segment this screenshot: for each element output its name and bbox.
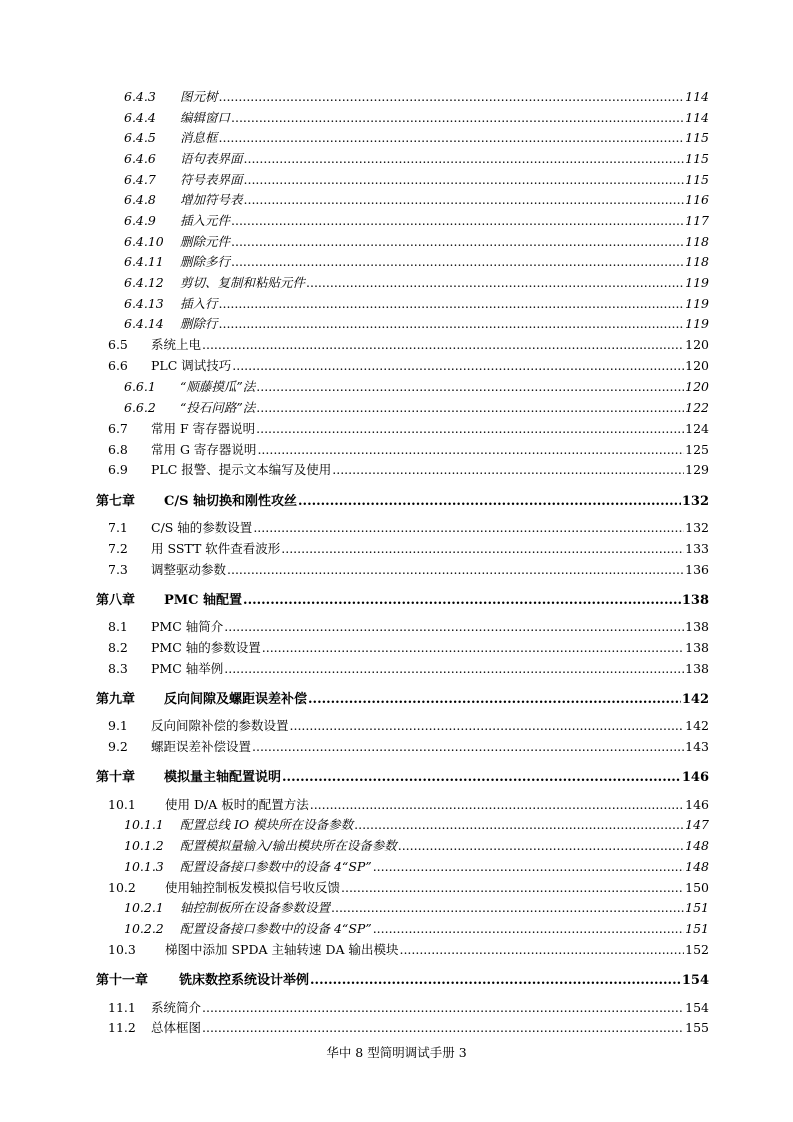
- toc-entry-title: 模拟量主轴配置说明: [164, 770, 282, 785]
- toc-entry[interactable]: [108, 518, 709, 536]
- toc-entry-page: 120: [685, 337, 709, 352]
- toc-entry[interactable]: [108, 716, 709, 734]
- toc-entry-title: 剪切、复制和粘贴元件: [180, 275, 306, 290]
- toc-entry-number: 6.8: [108, 442, 128, 457]
- toc-entry-title: 删除行: [180, 316, 218, 331]
- toc-entry-title: 常用 F 寄存器说明: [151, 421, 256, 436]
- toc-entry-number: 10.1.3: [124, 859, 164, 874]
- dot-leader: [256, 421, 684, 436]
- toc-entry-page: 147: [685, 817, 709, 832]
- toc-entry-number: 8.1: [108, 619, 128, 634]
- toc-entry-number: 10.1: [108, 797, 136, 812]
- dot-leader: [310, 973, 681, 988]
- toc-entry-page: 154: [685, 1000, 709, 1015]
- toc-entry-title: 调整驱动参数: [151, 562, 227, 577]
- toc-entry-number: 6.4.5: [124, 130, 156, 145]
- toc-entry-number: 7.3: [108, 562, 128, 577]
- toc-entry-page: 142: [685, 718, 709, 733]
- toc-entry-number: 9.2: [108, 739, 128, 754]
- toc-chapter-entry[interactable]: [96, 490, 709, 509]
- toc-entry[interactable]: [108, 440, 709, 458]
- toc-entry-number: 6.6.1: [124, 379, 156, 394]
- toc-entry-page: 119: [685, 275, 709, 290]
- toc-entry-number: 7.1: [108, 520, 128, 535]
- toc-entry-number: 10.2.2: [124, 921, 164, 936]
- toc-entry[interactable]: [108, 335, 709, 353]
- toc-entry-title: 使用 D/A 板时的配置方法: [165, 797, 309, 812]
- dot-leader: [354, 817, 684, 832]
- toc-entry-page: 116: [685, 192, 709, 207]
- toc-entry-number: 11.1: [108, 1000, 136, 1015]
- toc-entry[interactable]: [124, 398, 709, 416]
- toc-entry-title: C/S 轴的参数设置: [151, 520, 253, 535]
- toc-entry-title: “顺藤摸瓜”法: [180, 379, 256, 394]
- dot-leader: [244, 151, 685, 166]
- dot-leader: [219, 89, 685, 104]
- toc-entry-number: 第十章: [96, 770, 136, 785]
- dot-leader: [244, 172, 685, 187]
- toc-entry-number: 6.4.3: [124, 89, 156, 104]
- toc-entry-number: 第九章: [96, 692, 136, 707]
- toc-entry-number: 6.4.14: [124, 316, 164, 331]
- toc-entry[interactable]: [108, 539, 709, 557]
- toc-entry-number: 6.9: [108, 462, 128, 477]
- dot-leader: [244, 192, 685, 207]
- toc-entry[interactable]: [108, 356, 709, 374]
- toc-entry[interactable]: [124, 170, 709, 188]
- toc-chapter-entry[interactable]: [96, 589, 709, 608]
- toc-entry[interactable]: [124, 919, 709, 937]
- toc-entry-title: 系统上电: [151, 337, 202, 352]
- toc-entry-page: 146: [685, 797, 709, 812]
- dot-leader: [282, 770, 681, 785]
- toc-entry-title: 使用轴控制板发模拟信号收反馈: [165, 880, 341, 895]
- toc-entry[interactable]: [108, 1018, 709, 1036]
- toc-entry-page: 117: [685, 213, 709, 228]
- toc-entry-title: PMC 轴举例: [151, 661, 224, 676]
- toc-entry-page: 115: [685, 172, 709, 187]
- toc-entry-title: C/S 轴切换和刚性攻丝: [164, 494, 298, 509]
- toc-entry-title: 配置设备接口参数中的设备 4“SP”: [180, 859, 372, 874]
- toc-entry-page: 154: [681, 973, 709, 988]
- dot-leader: [262, 640, 684, 655]
- toc-entry-number: 10.2: [108, 880, 136, 895]
- toc-entry-number: 6.6.2: [124, 400, 156, 415]
- dot-leader: [231, 213, 684, 228]
- toc-entry-number: 10.1.1: [124, 817, 164, 832]
- toc-entry-number: 6.4.6: [124, 151, 156, 166]
- page-footer: 华中 8 型简明调试手册 3: [326, 1045, 467, 1060]
- toc-entry-number: 11.2: [108, 1020, 136, 1035]
- dot-leader: [202, 1000, 684, 1015]
- toc-entry[interactable]: [108, 560, 709, 578]
- toc-entry-number: 6.5: [108, 337, 128, 352]
- toc-entry-title: 总体框图: [151, 1020, 202, 1035]
- dot-leader: [202, 1020, 684, 1035]
- toc-entry-title: 符号表界面: [180, 172, 243, 187]
- toc-entry-title: 螺距误差补偿设置: [151, 739, 252, 754]
- toc-entry[interactable]: [108, 795, 709, 813]
- toc-entry-title: PLC 调试技巧: [151, 358, 232, 373]
- dot-leader: [202, 337, 684, 352]
- dot-leader: [219, 296, 685, 311]
- toc-entry-number: 10.3: [108, 942, 136, 957]
- dot-leader: [331, 900, 684, 915]
- dot-leader: [232, 358, 684, 373]
- toc-entry[interactable]: [124, 149, 709, 167]
- toc-entry[interactable]: [124, 294, 709, 312]
- toc-entry-page: 115: [685, 130, 709, 145]
- toc-entry-number: 6.4.7: [124, 172, 156, 187]
- dot-leader: [253, 520, 684, 535]
- dot-leader: [219, 316, 685, 331]
- dot-leader: [298, 494, 681, 509]
- toc-entry-title: 配置总线 IO 模块所在设备参数: [180, 817, 354, 832]
- toc-entry-number: 6.4.9: [124, 213, 156, 228]
- toc-entry-title: 配置设备接口参数中的设备 4“SP”: [180, 921, 372, 936]
- dot-leader: [231, 254, 684, 269]
- toc-entry[interactable]: [124, 108, 709, 126]
- toc-entry[interactable]: [108, 737, 709, 755]
- toc-entry-page: 138: [685, 661, 709, 676]
- toc-entry-title: 用 SSTT 软件查看波形: [151, 541, 281, 556]
- dot-leader: [310, 797, 684, 812]
- toc-entry-title: 梯图中添加 SPDA 主轴转速 DA 输出模块: [165, 942, 399, 957]
- toc-entry-title: 插入元件: [180, 213, 231, 228]
- toc-entry-page: 115: [685, 151, 709, 166]
- toc-entry-page: 118: [685, 254, 709, 269]
- toc-entry[interactable]: [124, 87, 709, 105]
- dot-leader: [341, 880, 684, 895]
- toc-entry-title: PLC 报警、提示文本编写及使用: [151, 462, 332, 477]
- toc-entry[interactable]: [108, 638, 709, 656]
- toc-entry[interactable]: [108, 998, 709, 1016]
- toc-entry-number: 6.4.10: [124, 234, 164, 249]
- toc-entry[interactable]: [124, 836, 709, 854]
- toc-entry-page: 146: [681, 770, 709, 785]
- toc-entry-page: 120: [685, 358, 709, 373]
- toc-entry-number: 9.1: [108, 718, 128, 733]
- dot-leader: [256, 379, 684, 394]
- toc-entry[interactable]: [108, 659, 709, 677]
- toc-entry-page: 142: [681, 692, 709, 707]
- toc-entry-page: 129: [685, 462, 709, 477]
- toc-entry[interactable]: [108, 460, 709, 478]
- toc-entry[interactable]: [108, 617, 709, 635]
- toc-entry-page: 155: [685, 1020, 709, 1035]
- toc-entry-page: 118: [685, 234, 709, 249]
- toc-chapter-entry[interactable]: [96, 766, 709, 785]
- dot-leader: [398, 838, 684, 853]
- toc-entry[interactable]: [124, 190, 709, 208]
- toc-entry[interactable]: [108, 419, 709, 437]
- toc-entry-number: 6.4.4: [124, 110, 156, 125]
- toc-entry-number: 7.2: [108, 541, 128, 556]
- toc-entry-number: 6.4.12: [124, 275, 164, 290]
- toc-entry-title: 编辑窗口: [180, 110, 231, 125]
- toc-entry-title: 插入行: [180, 296, 218, 311]
- toc-entry-page: 150: [685, 880, 709, 895]
- toc-entry-number: 6.4.13: [124, 296, 164, 311]
- toc-entry-page: 151: [685, 921, 709, 936]
- toc-entry-title: PMC 轴简介: [151, 619, 224, 634]
- dot-leader: [227, 562, 684, 577]
- toc-entry-title: 删除元件: [180, 234, 231, 249]
- toc-entry-title: “投石问路”法: [180, 400, 256, 415]
- toc-entry-page: 132: [681, 494, 709, 509]
- toc-entry-page: 148: [685, 859, 709, 874]
- toc-entry[interactable]: [124, 857, 709, 875]
- toc-entry[interactable]: [124, 815, 709, 833]
- toc-entry-page: 138: [685, 619, 709, 634]
- toc-entry-title: 消息框: [180, 130, 218, 145]
- toc-entry[interactable]: [108, 940, 709, 958]
- dot-leader: [332, 462, 684, 477]
- dot-leader: [306, 275, 684, 290]
- toc-entry-title: 语句表界面: [180, 151, 243, 166]
- toc-entry-number: 第七章: [96, 494, 136, 509]
- toc-entry-page: 114: [685, 110, 709, 125]
- toc-entry-title: 删除多行: [180, 254, 231, 269]
- toc-entry[interactable]: [124, 232, 709, 250]
- dot-leader: [290, 718, 685, 733]
- toc-entry-number: 10.2.1: [124, 900, 164, 915]
- dot-leader: [252, 739, 684, 754]
- dot-leader: [281, 541, 684, 556]
- toc-entry-number: 6.6: [108, 358, 128, 373]
- toc-entry-number: 8.3: [108, 661, 128, 676]
- toc-entry-page: 119: [685, 296, 709, 311]
- toc-entry-page: 119: [685, 316, 709, 331]
- toc-entry[interactable]: [124, 211, 709, 229]
- toc-entry[interactable]: [108, 878, 709, 896]
- toc-entry-title: 增加符号表: [180, 192, 243, 207]
- toc-entry-title: 常用 G 寄存器说明: [151, 442, 257, 457]
- toc-chapter-entry[interactable]: [96, 969, 709, 988]
- toc-entry-page: 124: [685, 421, 709, 436]
- toc-entry-title: 铣床数控系统设计举例: [179, 973, 310, 988]
- toc-entry[interactable]: [124, 252, 709, 270]
- dot-leader: [224, 661, 684, 676]
- toc-entry-page: 114: [685, 89, 709, 104]
- toc-entry-number: 6.4.8: [124, 192, 156, 207]
- toc-chapter-entry[interactable]: [96, 688, 709, 707]
- dot-leader: [373, 859, 684, 874]
- dot-leader: [256, 400, 684, 415]
- toc-entry-number: 6.7: [108, 421, 128, 436]
- toc-entry-page: 125: [685, 442, 709, 457]
- dot-leader: [257, 442, 684, 457]
- toc-entry-title: 系统简介: [151, 1000, 202, 1015]
- toc-entry-title: 配置模拟量输入/输出模块所在设备参数: [180, 838, 397, 853]
- dot-leader: [308, 692, 681, 707]
- toc-entry[interactable]: [124, 314, 709, 332]
- dot-leader: [231, 234, 684, 249]
- toc-entry-number: 8.2: [108, 640, 128, 655]
- toc-entry-page: 151: [685, 900, 709, 915]
- dot-leader: [224, 619, 684, 634]
- toc-entry-title: PMC 轴配置: [164, 593, 243, 608]
- toc-entry-number: 6.4.11: [124, 254, 164, 269]
- toc-entry-page: 138: [685, 640, 709, 655]
- toc-entry-number: 10.1.2: [124, 838, 164, 853]
- dot-leader: [243, 593, 681, 608]
- toc-entry-number: 第八章: [96, 593, 136, 608]
- toc-entry[interactable]: [124, 128, 709, 146]
- toc-entry-title: 反向间隙及螺距误差补偿: [164, 692, 308, 707]
- toc-entry-page: 143: [685, 739, 709, 754]
- toc-entry-title: 图元树: [180, 89, 218, 104]
- dot-leader: [399, 942, 684, 957]
- dot-leader: [219, 130, 685, 145]
- toc-entry[interactable]: [124, 273, 709, 291]
- toc-entry-page: 138: [681, 593, 709, 608]
- toc-entry-number: 第十一章: [96, 973, 149, 988]
- toc-entry-title: PMC 轴的参数设置: [151, 640, 261, 655]
- toc-entry-page: 120: [685, 379, 709, 394]
- toc-entry-page: 148: [685, 838, 709, 853]
- toc-entry-title: 反向间隙补偿的参数设置: [151, 718, 289, 733]
- toc-entry[interactable]: [124, 377, 709, 395]
- dot-leader: [373, 921, 684, 936]
- toc-entry-page: 136: [685, 562, 709, 577]
- toc-entry-page: 132: [685, 520, 709, 535]
- toc-entry-title: 轴控制板所在设备参数设置: [180, 900, 331, 915]
- toc-entry-page: 133: [685, 541, 709, 556]
- toc-entry-page: 122: [685, 400, 709, 415]
- toc-entry[interactable]: [124, 898, 709, 916]
- toc-entry-page: 152: [685, 942, 709, 957]
- dot-leader: [231, 110, 684, 125]
